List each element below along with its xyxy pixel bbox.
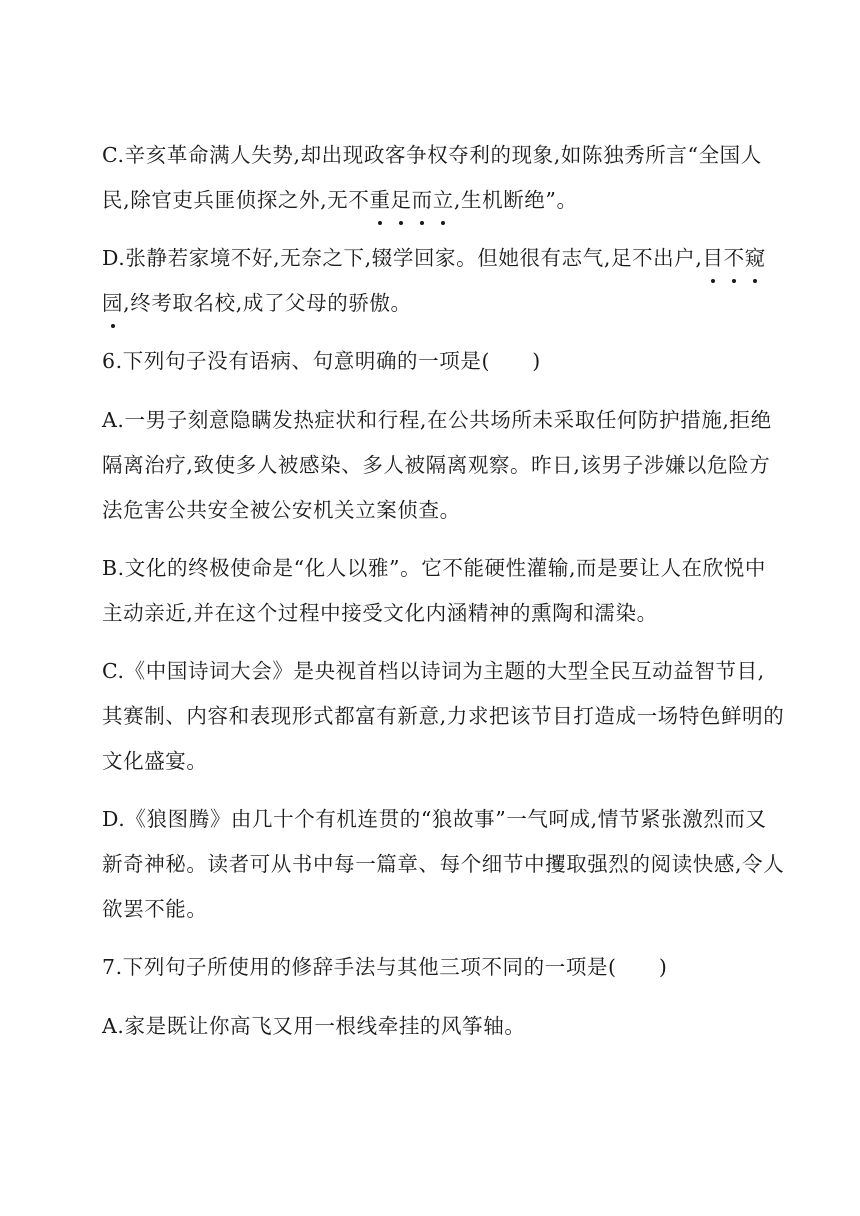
text-segment: 民,除官吏兵匪侦探之外,无不 <box>102 188 370 212</box>
option-d-q6 <box>102 797 785 932</box>
text-segment: 主动亲近,并在这个过程中接受文化内涵精神的熏陶和濡染。 <box>102 601 658 625</box>
emphasis-dot-char: 而 <box>412 178 433 223</box>
text-line <box>102 443 771 488</box>
text-line <box>102 797 767 842</box>
text-segment: A.家是既让你高飞又用一根线牵挂的风筝轴。 <box>102 1014 526 1038</box>
text-line <box>102 591 762 636</box>
option-a-q7 <box>102 1004 762 1049</box>
text-line <box>102 398 772 443</box>
option-d-q5 <box>102 236 766 326</box>
text-segment: ,终考取名校,成了父母的骄傲。 <box>123 291 412 315</box>
text-line <box>102 649 765 694</box>
text-line <box>102 842 785 887</box>
text-segment: C.《中国诗词大会》是央视首档以诗词为主题的大型全民互动益智节目, <box>102 659 765 683</box>
option-b-q6 <box>102 546 766 636</box>
text-line <box>102 178 762 223</box>
question-6 <box>102 339 762 384</box>
text-line <box>102 546 766 591</box>
text-segment: 7.下列句子所使用的修辞手法与其他三项不同的一项是( ) <box>102 955 668 979</box>
text-line <box>102 945 762 990</box>
text-line <box>102 887 762 932</box>
emphasis-dot-char: 足 <box>391 178 412 223</box>
emphasis-dot-char: 不 <box>724 236 745 281</box>
text-segment: 隔离治疗,致使多人被感染、多人被隔离观察。昨日,该男子涉嫌以危险方 <box>102 453 771 477</box>
text-segment: 其赛制、内容和表现形式都富有新意,力求把该节目打造成一场特色鲜明的 <box>102 704 785 728</box>
option-a-q6 <box>102 398 772 533</box>
text-segment: 新奇神秘。读者可从书中每一篇章、每个细节中攫取强烈的阅读快感,令人 <box>102 852 785 876</box>
text-segment: ,生机断绝”。 <box>453 188 578 212</box>
emphasis-dot-char: 立 <box>433 178 454 223</box>
emphasis-dot-char: 重 <box>369 178 390 223</box>
emphasis-dot-char: 园 <box>102 281 123 326</box>
question-7 <box>102 945 762 990</box>
text-segment: 法危害公共安全被公安机关立案侦查。 <box>102 498 461 522</box>
text-segment: C.辛亥革命满人失势,却出现政客争权夺利的现象,如陈独秀所言“全国人 <box>102 143 762 167</box>
text-segment: A.一男子刻意隐瞒发热症状和行程,在公共场所未采取任何防护措施,拒绝 <box>102 408 772 432</box>
text-segment: 6.下列句子没有语病、句意明确的一项是( ) <box>102 349 541 373</box>
text-segment: 文化盛宴。 <box>102 749 208 773</box>
text-line <box>102 739 762 784</box>
emphasis-dot-char: 目 <box>703 236 724 281</box>
text-line <box>102 339 762 384</box>
text-segment: D.《狼图腾》由几十个有机连贯的“狼故事”一气呵成,情节紧张激烈而又 <box>102 807 767 831</box>
text-segment: 欲罢不能。 <box>102 897 208 921</box>
text-line <box>102 1004 762 1049</box>
text-segment: B.文化的终极使命是“化人以雅”。它不能硬性灌输,而是要让人在欣悦中 <box>102 556 766 580</box>
option-c-q6 <box>102 649 785 784</box>
text-segment: D.张静若家境不好,无奈之下,辍学回家。但她很有志气,足不出户, <box>102 246 703 270</box>
text-line <box>102 488 762 533</box>
text-line <box>102 133 762 178</box>
text-line <box>102 694 785 739</box>
option-c-q5 <box>102 133 762 223</box>
text-line <box>102 281 762 326</box>
emphasis-dot-char: 窥 <box>745 236 766 281</box>
text-line <box>102 236 766 281</box>
